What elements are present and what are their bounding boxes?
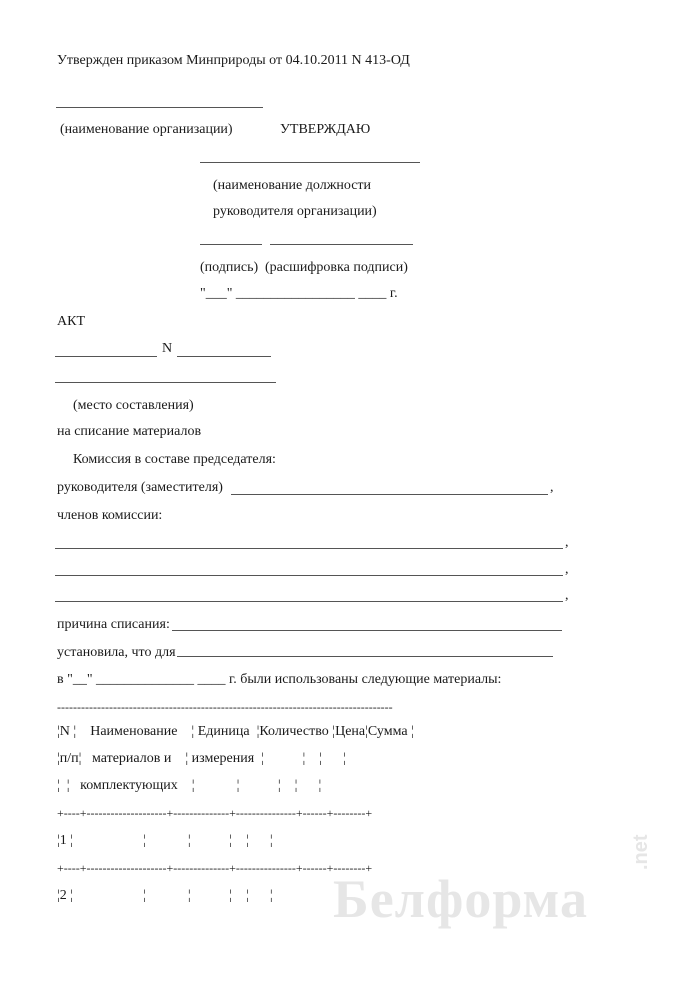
- approval-order-reference: Утвержден приказом Минприроды от 04.10.2011 N 413-ОД: [57, 53, 410, 68]
- place-label: (место составления): [73, 398, 194, 413]
- signature-label: (подпись): [200, 260, 259, 275]
- member-blank-line-3: [55, 601, 563, 602]
- place-blank-line: [55, 382, 276, 383]
- established-label: установила, что для: [57, 645, 176, 660]
- table-header-row-2: ¦п/п¦ материалов и ¦ измерения ¦ ¦ ¦ ¦: [57, 751, 346, 766]
- approval-date-line: "___" _________________ ____ г.: [200, 286, 398, 301]
- established-blank-line: [177, 656, 553, 657]
- position-label-line-1: (наименование должности: [213, 178, 372, 193]
- table-header-row-3: ¦ ¦ комплектующих ¦ ¦ ¦ ¦ ¦: [57, 778, 322, 793]
- signature-decode-blank-line: [270, 244, 413, 245]
- act-number-mark: N: [162, 341, 173, 356]
- approve-heading: УТВЕРЖДАЮ: [280, 122, 371, 137]
- table-top-border: ------------------------------------------------------------------------------------: [57, 700, 393, 714]
- act-date-blank-line: [55, 356, 157, 357]
- table-separator-2: +----+--------------------+--------------+---------------+------+--------+: [57, 861, 373, 875]
- chairman-label: руководителя (заместителя): [57, 480, 223, 495]
- organization-label: (наименование организации): [60, 122, 233, 137]
- reason-blank-line: [172, 630, 562, 631]
- member-comma-3: ,: [565, 588, 569, 603]
- table-row-1: ¦1 ¦ ¦ ¦ ¦ ¦ ¦: [57, 833, 273, 848]
- act-subject: на списание материалов: [57, 424, 202, 439]
- organization-blank-line: [56, 107, 263, 108]
- commission-intro: Комиссия в составе председателя:: [73, 452, 276, 467]
- members-label: членов комиссии:: [57, 508, 163, 523]
- watermark-domain: .net: [630, 834, 652, 870]
- watermark-brand: Белформа: [333, 869, 588, 929]
- table-header-row-1: ¦N ¦ Наименование ¦ Единица ¦Количество ¦Цена¦Сумма ¦: [57, 724, 414, 739]
- chairman-blank-line: [231, 494, 548, 495]
- member-comma-1: ,: [565, 535, 569, 550]
- reason-label: причина списания:: [57, 617, 170, 632]
- member-blank-line-1: [55, 548, 563, 549]
- signature-blank-line: [200, 244, 262, 245]
- table-separator-1: +----+--------------------+--------------+---------------+------+--------+: [57, 806, 373, 820]
- materials-used-text: в "__" ______________ ____ г. были использованы следующие материалы:: [57, 672, 502, 687]
- position-label-line-2: руководителя организации): [213, 204, 377, 219]
- act-title: АКТ: [57, 314, 85, 329]
- act-number-blank-line: [177, 356, 271, 357]
- member-comma-2: ,: [565, 562, 569, 577]
- chairman-comma: ,: [550, 480, 554, 495]
- member-blank-line-2: [55, 575, 563, 576]
- signature-decode-label: (расшифровка подписи): [265, 260, 408, 275]
- position-blank-line: [200, 162, 420, 163]
- table-row-2: ¦2 ¦ ¦ ¦ ¦ ¦ ¦: [57, 888, 273, 903]
